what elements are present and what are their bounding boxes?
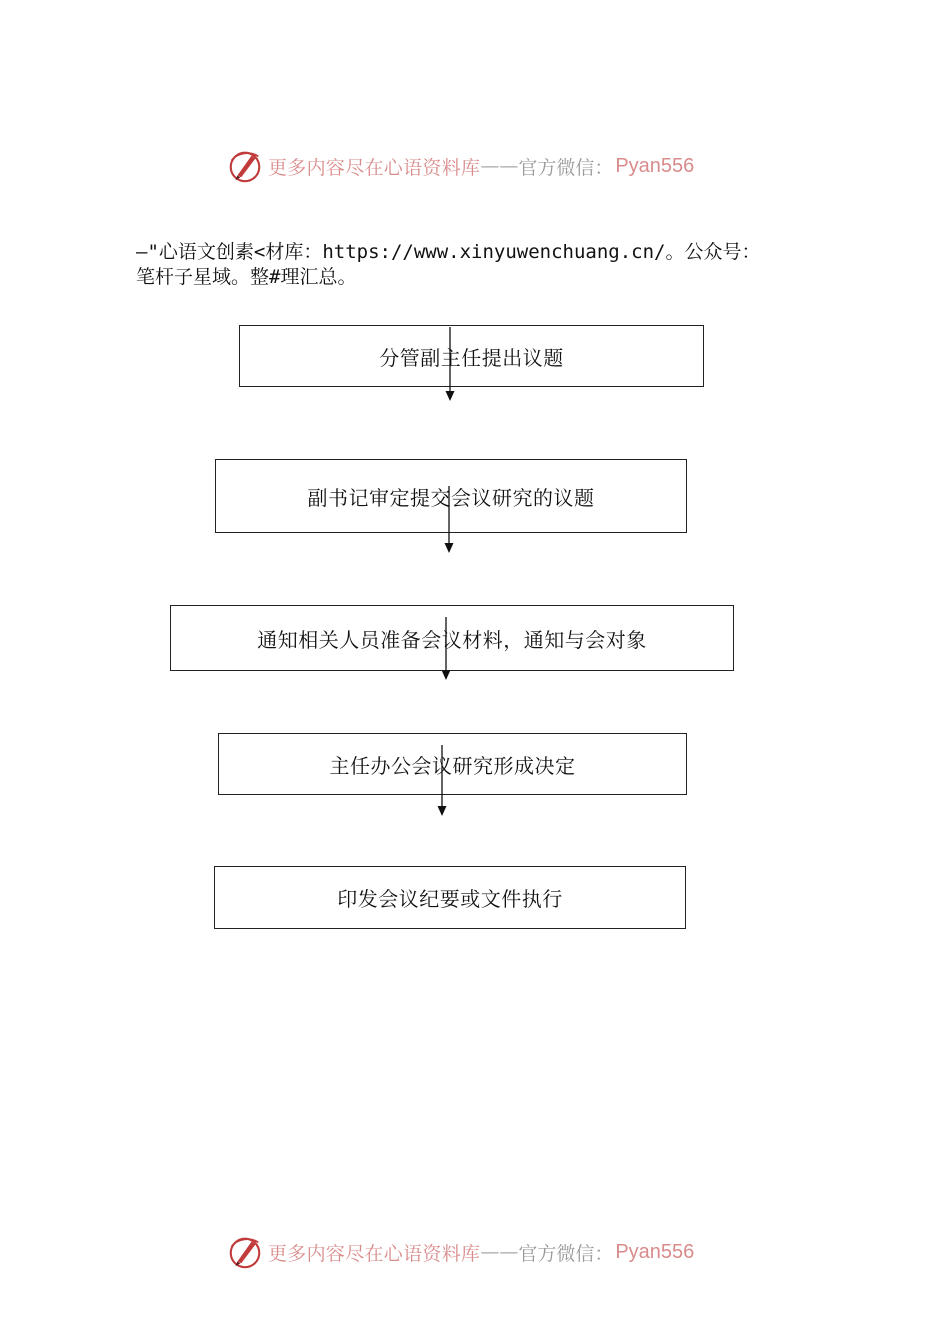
flow-step-4 [218, 733, 687, 795]
intro-line-1: —"心语文创素<材库：https://www.xinyuwenchuang.cn/。公众号： [136, 241, 761, 263]
flow-step-5 [214, 866, 686, 929]
quill-pen-logo-icon [226, 147, 264, 185]
flow-step-1-label: 分管副主任提出议题 [379, 345, 564, 370]
flow-step-3-label: 通知相关人员准备会议材料，通知与会对象 [257, 627, 647, 652]
flow-step-5-label: 印发会议纪要或文件执行 [337, 887, 563, 911]
banner-wechat-id: Pyan556 [615, 1240, 695, 1263]
intro-paragraph [136, 240, 816, 290]
flow-step-2 [215, 459, 687, 533]
flow-step-3 [170, 605, 734, 671]
banner-text: 更多内容尽在心语资料库 [268, 156, 481, 179]
banner-wechat-id: Pyan556 [615, 154, 695, 177]
banner-wechat-label: 官方微信： [518, 156, 614, 179]
header-banner [226, 146, 694, 186]
banner-dash: —— [480, 1241, 519, 1263]
banner-wechat-label: 官方微信： [518, 1242, 614, 1265]
footer-banner [226, 1232, 694, 1272]
quill-pen-logo-icon [226, 1233, 264, 1271]
flow-step-1 [239, 325, 704, 387]
banner-text: 更多内容尽在心语资料库 [268, 1242, 481, 1265]
intro-line-2: 笔杆子星域。整#理汇总。 [136, 266, 357, 288]
banner-dash: —— [480, 155, 519, 177]
flow-step-4-label: 主任办公会议研究形成决定 [329, 753, 576, 778]
flow-step-2-label: 副书记审定提交会议研究的议题 [307, 485, 595, 510]
